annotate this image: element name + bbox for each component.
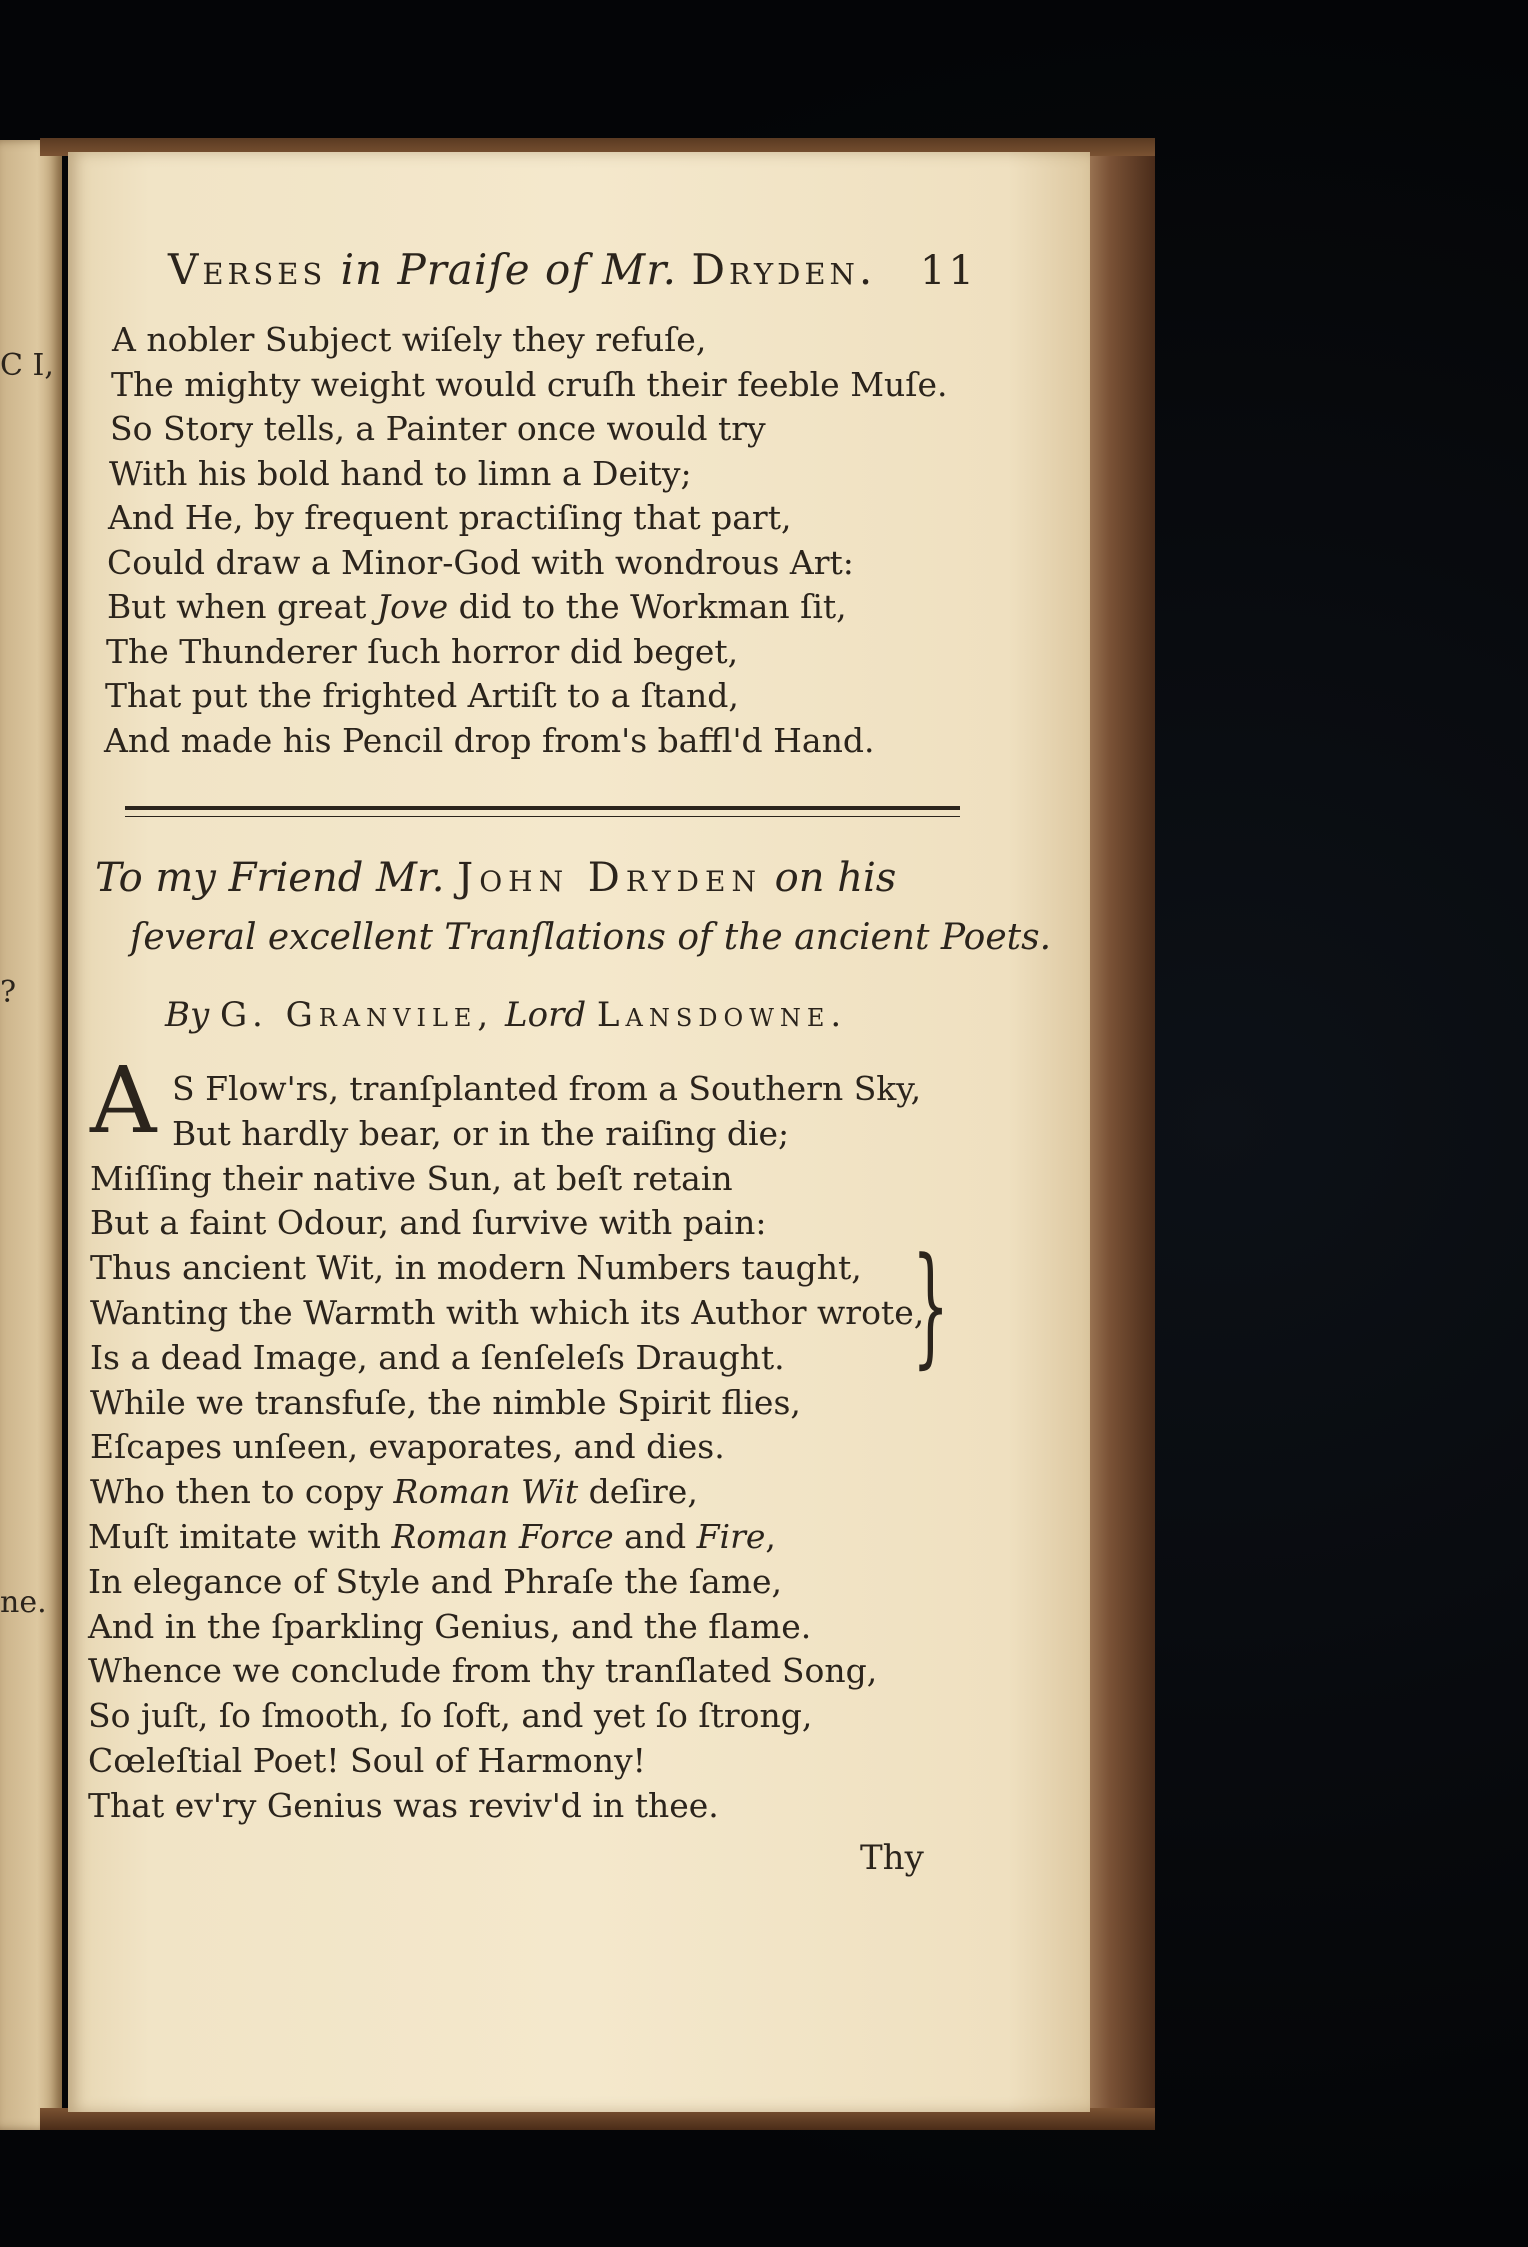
verse-line: But when great Jove did to the Workman ſit,: [107, 587, 847, 626]
verse-line: Miſſing their native Sun, at beſt retain: [90, 1158, 733, 1198]
byline-name: G. Granvile,: [220, 995, 495, 1035]
verse-line: Is a dead Image, and a ſenſeleſs Draught.: [90, 1337, 785, 1377]
verse-line: That ev'ry Genius was reviv'd in thee.: [88, 1785, 719, 1825]
verse-line: Could draw a Minor-God with wondrous Art:: [107, 542, 854, 582]
book-fore-edge: [1085, 140, 1155, 2125]
verse-line: Cœleſtial Poet! Soul of Harmony!: [88, 1741, 646, 1780]
verse-line: Thus ancient Wit, in modern Numbers taught,: [90, 1248, 862, 1288]
byline-by: By: [165, 995, 210, 1035]
title-italic-2: on his: [774, 855, 897, 901]
verse-line: With his bold hand to limn a Deity;: [109, 453, 692, 493]
verse-line: But a faint Odour, and ſurvive with pain:: [90, 1203, 767, 1243]
verse-line: Whence we conclude from thy tranſlated Song,: [88, 1651, 878, 1691]
facing-page-edge: [0, 140, 62, 2130]
title-italic-1: To my Friend Mr.: [95, 855, 445, 901]
verse-line: So Story tells, a Painter once would try: [110, 409, 766, 448]
verse-line: Who then to copy Roman Wit deſire,: [90, 1472, 698, 1512]
running-head-prefix: Verses: [168, 245, 327, 294]
catchword: Thy: [860, 1838, 924, 1878]
verse-line: While we transfuſe, the nimble Spirit flies,: [90, 1382, 801, 1422]
verse-line: That put the frighted Artiſt to a ſtand,: [105, 676, 739, 715]
verse-line: In elegance of Style and Phraſe the ſame,: [88, 1561, 783, 1601]
verse-line: A nobler Subject wiſely they refuſe,: [112, 320, 707, 359]
drop-cap: A: [90, 1047, 157, 1154]
verse-line: Eſcapes unſeen, evaporates, and dies.: [90, 1427, 725, 1467]
facing-page-fragment: C I,: [0, 348, 54, 383]
page-number: 11: [920, 248, 977, 294]
poem-2-title-line-1: [95, 855, 896, 901]
verse-line: Muſt imitate with Roman Force and Fire,: [88, 1517, 776, 1556]
poem-2-title-line-2: ſeveral excellent Tranſlations of the ancient Poets.: [130, 917, 1052, 958]
title-name: John Dryden: [457, 855, 762, 901]
verse-line: The Thunderer ſuch horror did beget,: [106, 631, 739, 671]
verse-line: So juſt, ſo ſmooth, ſo ſoft, and yet ſo ſtrong,: [88, 1696, 813, 1736]
verse-line: The mighty weight would cruſh their feeble Muſe.: [111, 364, 948, 404]
running-head-italic: in Praiſe of Mr.: [340, 245, 678, 294]
section-divider-rule: [125, 806, 960, 817]
byline-title: Lansdowne.: [596, 995, 848, 1035]
verse-line: And in the ſparkling Genius, and the flame.: [88, 1606, 812, 1646]
verse-line: But hardly bear, or in the raiſing die;: [172, 1113, 790, 1153]
poem-2-byline: [165, 995, 847, 1035]
verse-line: S Flow'rs, tranſplanted from a Southern Sky,: [172, 1069, 922, 1108]
facing-page-fragment: ne.: [0, 1585, 47, 1620]
verse-line: Wanting the Warmth with which its Author wrote,: [90, 1293, 925, 1332]
byline-lord: Lord: [505, 995, 587, 1035]
running-head-name: Dryden.: [691, 245, 877, 294]
verse-line: And He, by frequent practiſing that part,: [108, 498, 792, 537]
verse-line: And made his Pencil drop from's baffl'd Hand.: [104, 720, 875, 760]
running-head: [168, 245, 988, 294]
triplet-brace: }: [912, 1229, 950, 1381]
facing-page-fragment: ?: [0, 975, 17, 1010]
